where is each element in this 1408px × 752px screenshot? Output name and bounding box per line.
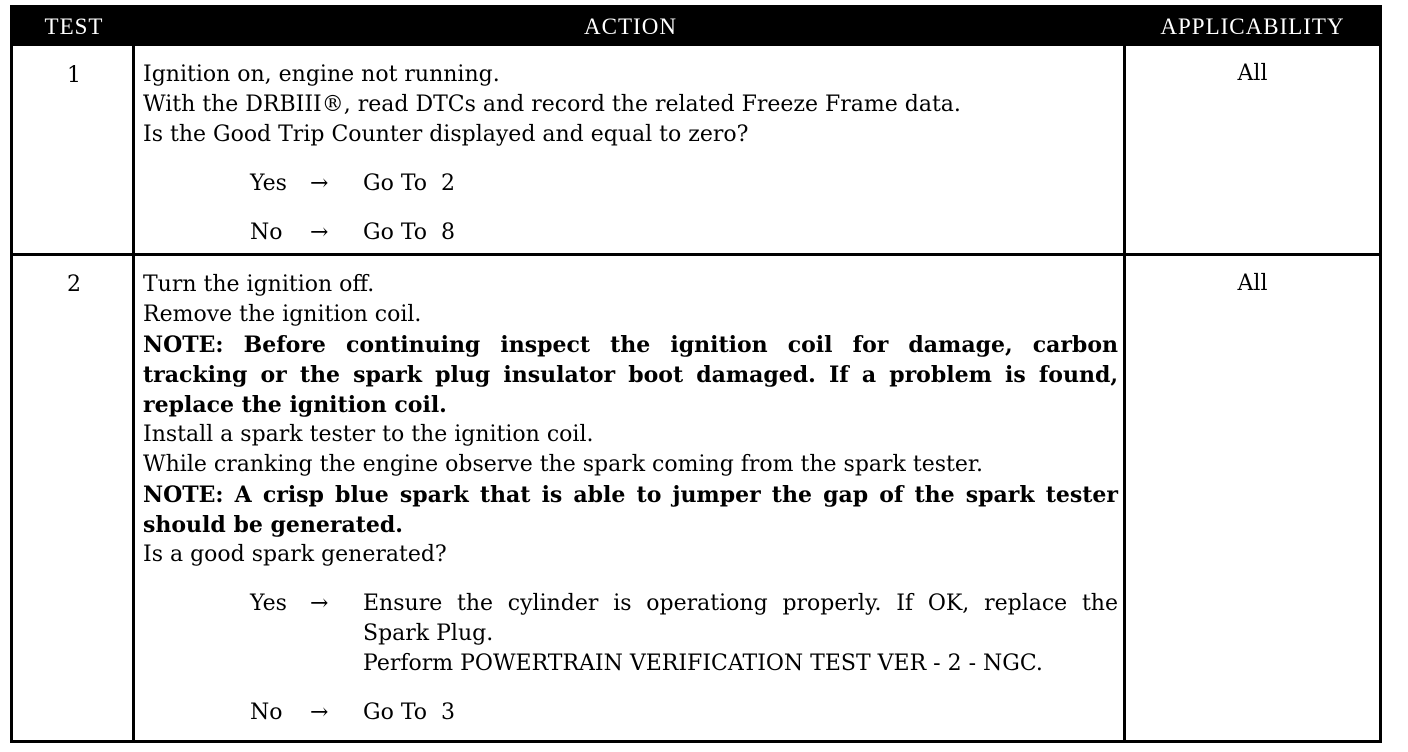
- applicability-value: All: [1237, 61, 1268, 86]
- go-to-result: Go To 8: [363, 220, 456, 245]
- arrow-icon: →: [310, 220, 329, 245]
- action-line: Remove the ignition coil.: [143, 302, 422, 327]
- result-line: Perform POWERTRAIN VERIFICATION TEST VER - 2 - NGC.: [363, 651, 1043, 676]
- column-divider: [132, 46, 135, 743]
- action-line: While cranking the engine observe the spark coming from the spark tester.: [143, 452, 983, 477]
- no-branch: [250, 698, 1120, 728]
- test-number: 1: [67, 63, 81, 88]
- question-text: Is a good spark generated?: [143, 542, 447, 567]
- action-line: Ignition on, engine not running.: [143, 62, 500, 87]
- arrow-icon: →: [310, 591, 329, 616]
- arrow-icon: →: [310, 171, 329, 196]
- note-text: NOTE: A crisp blue spark that is able to jumper the gap of the spark tester should be generated.: [143, 482, 1118, 538]
- action-line: Is the Good Trip Counter displayed and equal to zero?: [143, 122, 749, 147]
- arrow-icon: →: [310, 700, 329, 725]
- header-action: ACTION: [584, 14, 677, 39]
- no-label: No: [250, 220, 283, 245]
- diagnostic-table: [10, 5, 1382, 743]
- action-text: [143, 270, 1118, 570]
- result-line: Ensure the cylinder is operationg properly. If OK, replace the Spark Plug.: [363, 591, 1118, 646]
- yes-branch: [250, 169, 1120, 199]
- column-divider: [1123, 46, 1126, 743]
- header-test: TEST: [44, 14, 104, 39]
- yes-branch: [250, 589, 1120, 679]
- action-line: With the DRBIII®, read DTCs and record the related Freeze Frame data.: [143, 92, 961, 117]
- action-line: Turn the ignition off.: [143, 272, 375, 297]
- yes-label: Yes: [250, 171, 287, 196]
- no-branch: [250, 218, 1120, 248]
- no-label: No: [250, 700, 283, 725]
- action-line: Install a spark tester to the ignition coil.: [143, 422, 594, 447]
- row-divider: [13, 253, 1379, 256]
- table-header: [13, 8, 1379, 46]
- go-to-result: Go To 3: [363, 700, 456, 725]
- note-text: NOTE: Before continuing inspect the ignition coil for damage, carbon tracking or the spark plug insulator boot damaged. If a problem is found, replace the ignition coil.: [143, 332, 1118, 418]
- yes-result: [363, 589, 1118, 679]
- yes-label: Yes: [250, 591, 287, 616]
- applicability-value: All: [1237, 271, 1268, 296]
- header-applicability: APPLICABILITY: [1160, 14, 1345, 39]
- action-text: [143, 60, 1118, 150]
- test-number: 2: [67, 272, 81, 297]
- go-to-result: Go To 2: [363, 171, 456, 196]
